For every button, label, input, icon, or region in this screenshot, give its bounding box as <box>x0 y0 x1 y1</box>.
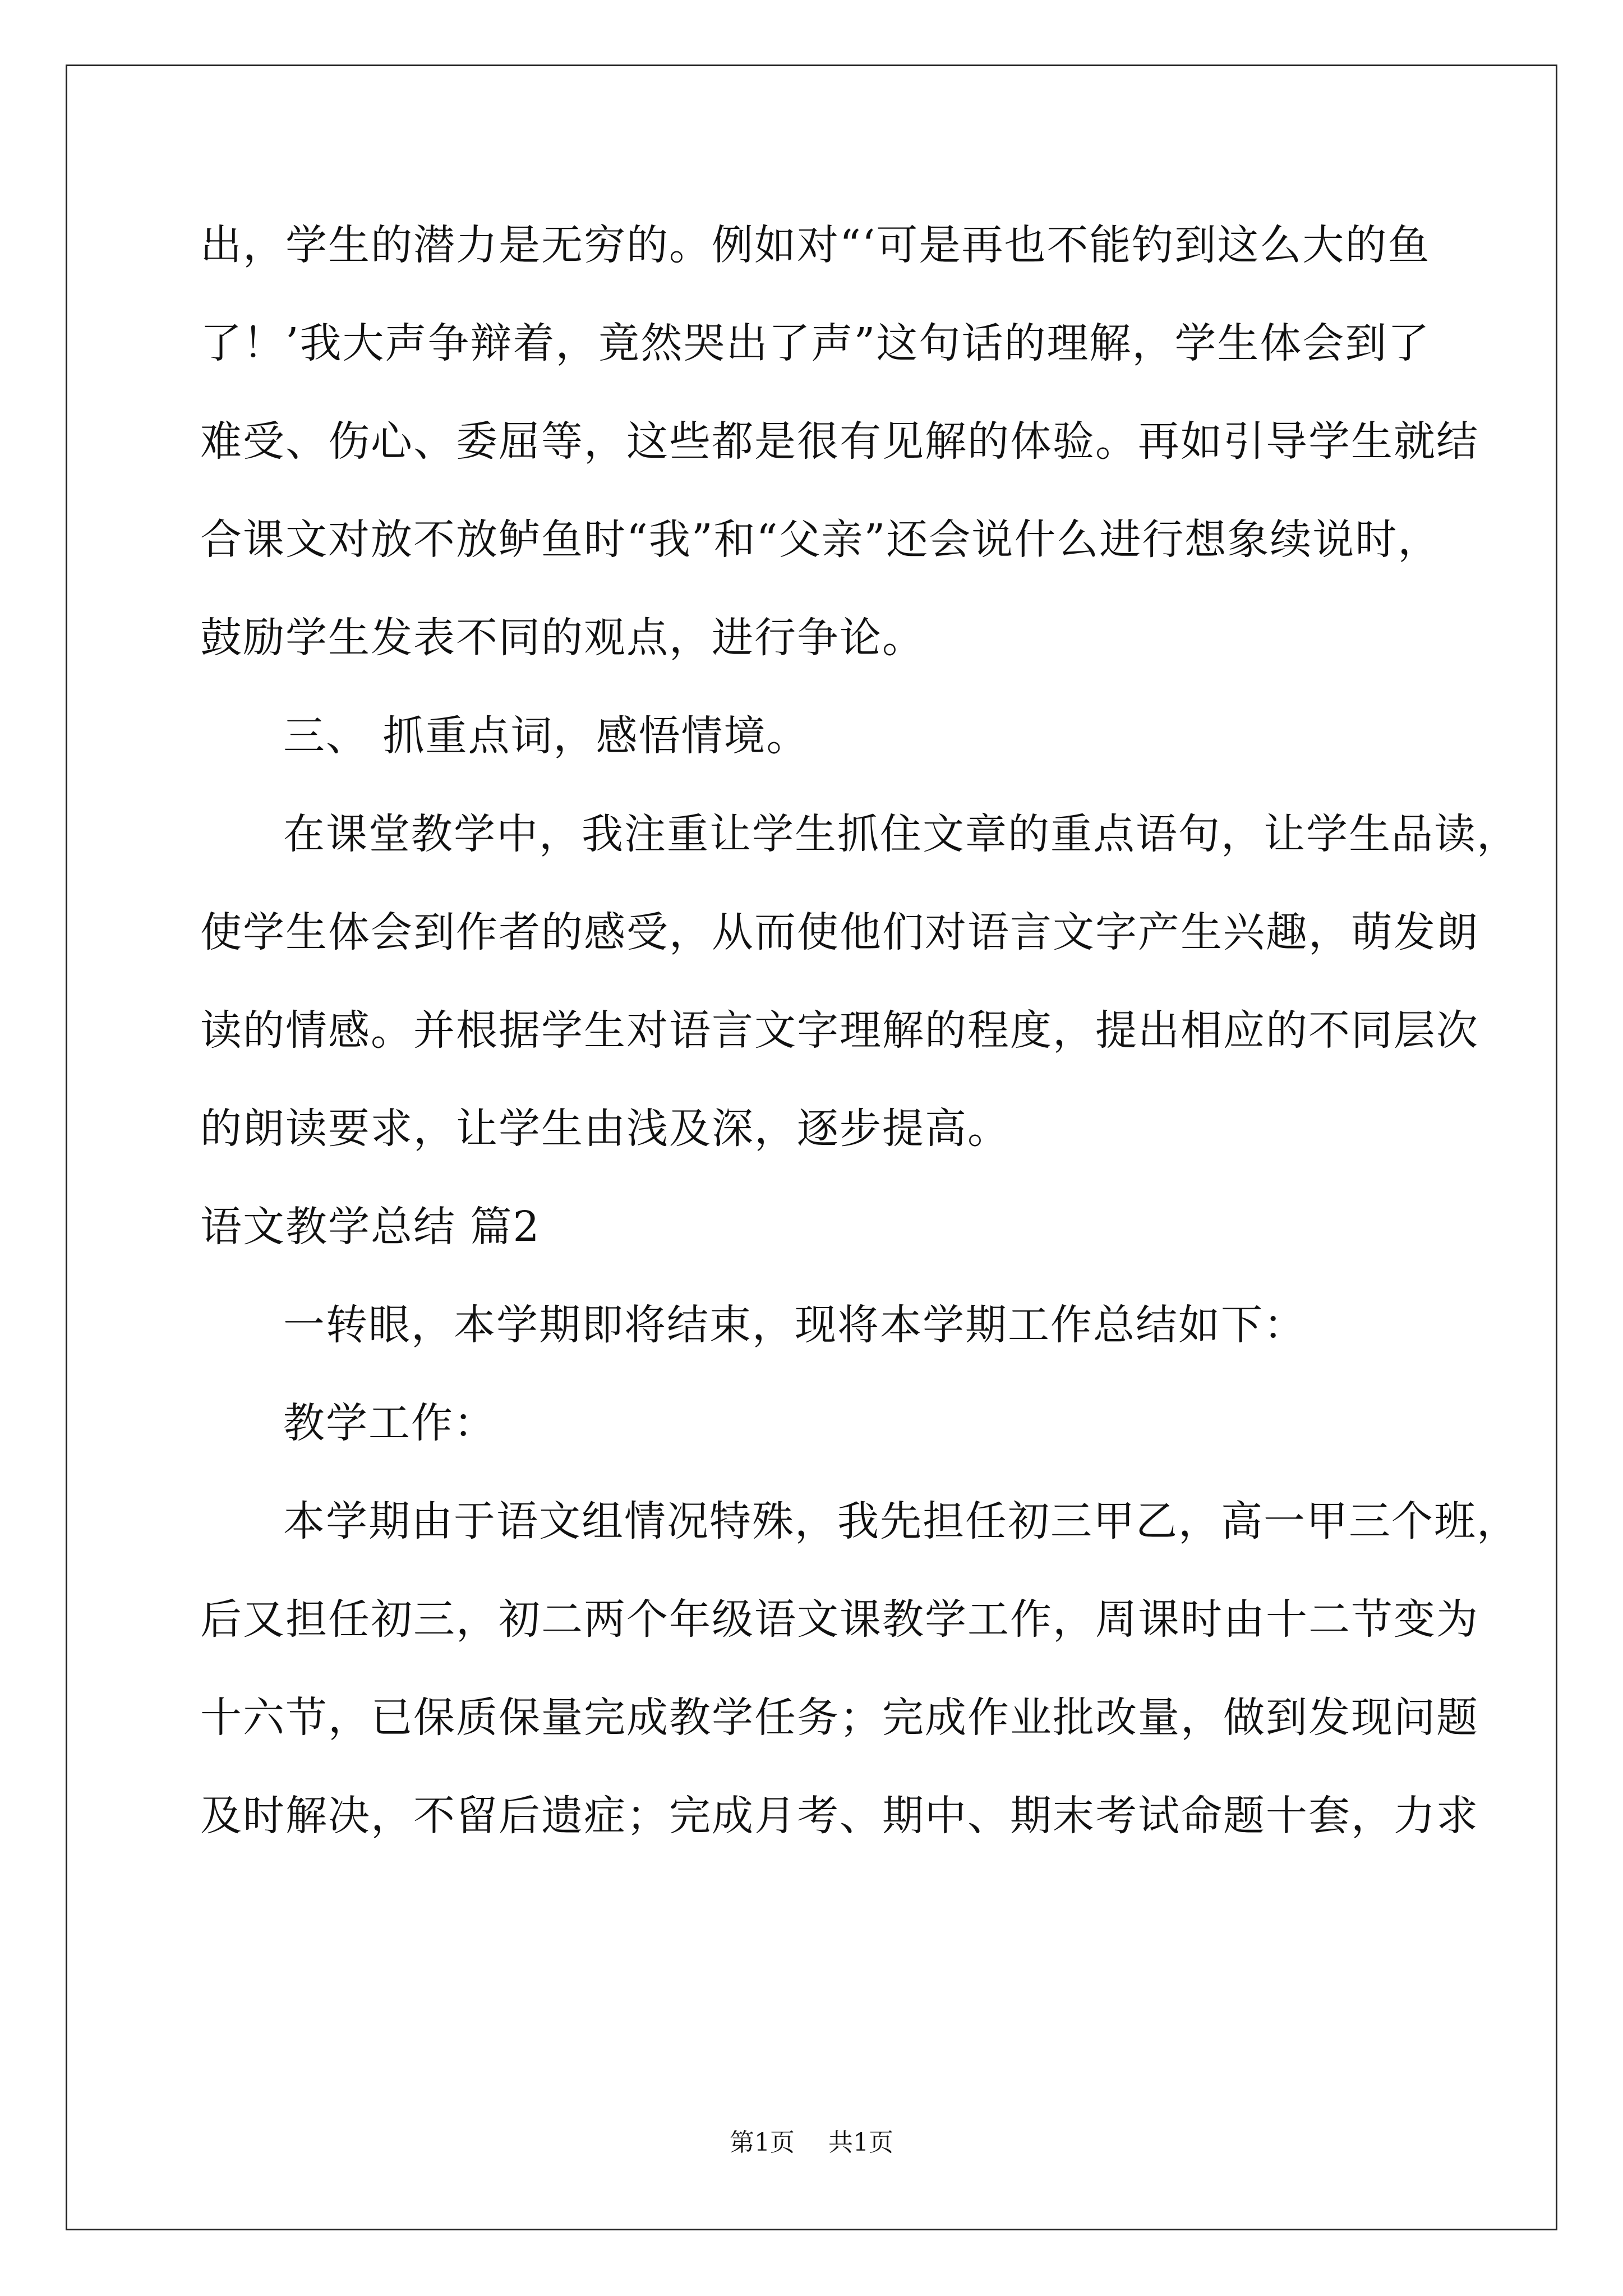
text-line: 及时解决，不留后遗症；完成月考、期中、期末考试命题十套，力求 <box>200 1792 1479 1840</box>
page-number: 第1页 <box>730 2128 795 2157</box>
text-line: 后又担任初三，初二两个年级语文课教学工作，周课时由十二节变为 <box>200 1595 1479 1644</box>
text-line: 的朗读要求，让学生由浅及深，逐步提高。 <box>200 1105 1010 1153</box>
section-heading: 三、 抓重点词，感悟情境。 <box>283 712 809 760</box>
text-line: 难受、伤心、委屈等，这些都是很有见解的体验。再如引导学生就结 <box>200 417 1479 466</box>
text-line: 鼓励学生发表不同的观点，进行争论。 <box>200 614 925 662</box>
text-line: 在课堂教学中，我注重让学生抓住文章的重点语句，让学生品读， <box>283 810 1519 858</box>
text-line: 十六节，已保质保量完成教学任务；完成作业批改量，做到发现问题 <box>200 1694 1479 1742</box>
page-count: 共1页 <box>828 2128 893 2157</box>
text-line: 读的情感。并根据学生对语言文字理解的程度，提出相应的不同层次 <box>200 1006 1479 1055</box>
page-footer <box>0 2126 1623 2160</box>
text-line: 使学生体会到作者的感受，从而使他们对语言文字产生兴趣，萌发朗 <box>200 908 1479 956</box>
text-line: 了！’我大声争辩着，竟然哭出了声”这句话的理解，学生体会到了 <box>200 319 1431 367</box>
text-line: 合课文对放不放鲈鱼时“我”和“父亲”还会说什么进行想象续说时， <box>200 516 1441 564</box>
article-title: 语文教学总结 篇2 <box>200 1203 541 1251</box>
document-body <box>200 196 1519 1865</box>
text-line: 一转眼，本学期即将结束，现将本学期工作总结如下： <box>283 1301 1306 1349</box>
text-line: 出，学生的潜力是无穷的。例如对“‘可是再也不能钓到这么大的鱼 <box>200 221 1431 269</box>
text-line: 本学期由于语文组情况特殊，我先担任初三甲乙，高一甲三个班， <box>283 1497 1519 1545</box>
section-heading: 教学工作： <box>283 1399 496 1447</box>
